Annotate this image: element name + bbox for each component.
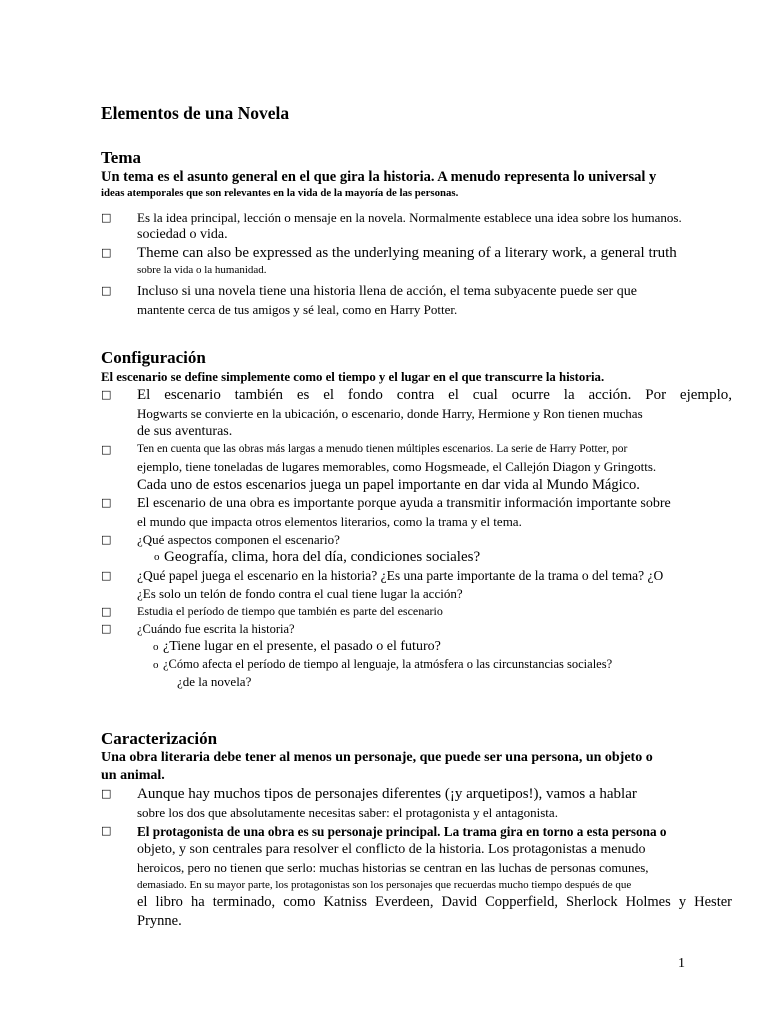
bullet-item	[101, 386, 732, 441]
bullet-text: el libro ha terminado, como Katniss Everdeen, David Copperfield, Sherlock Holmes y Hester	[137, 894, 732, 910]
sub-bullet-text: Geografía, clima, hora del día, condiciones sociales?	[164, 549, 481, 565]
section-caracterizacion	[101, 729, 732, 931]
bullet-icon: □	[101, 569, 112, 582]
bullet-text: Incluso si una novela tiene una historia llena de acción, el tema subyacente puede ser que	[137, 284, 637, 299]
section-intro-cont: ideas atemporales que son relevantes en la vida de la mayoría de las personas.	[101, 187, 459, 199]
bullet-icon: □	[101, 605, 112, 618]
bullet-text: Ten en cuenta que las obras más largas a menudo tienen múltiples escenarios. La serie de Harry Potter, por	[137, 443, 628, 455]
bullet-item	[101, 567, 732, 603]
bullet-text: sobre la vida o la humanidad.	[137, 264, 267, 276]
sub-bullet-text: ¿Cómo afecta el período de tiempo al lenguaje, la atmósfera o las circunstancias sociales?	[163, 657, 613, 671]
section-heading: Caracterización	[101, 729, 218, 748]
sub-bullet-text-cont: ¿de la novela?	[177, 674, 252, 689]
bullet-text: El protagonista de una obra es su personaje principal. La trama gira en torno a esta persona o	[137, 824, 667, 839]
bullet-text: objeto, y son centrales para resolver el conflicto de la historia. Los protagonistas a menudo	[137, 842, 646, 857]
bullet-text: Cada uno de estos escenarios juega un papel importante en dar vida al Mundo Mágico.	[137, 477, 640, 493]
section-configuracion	[101, 348, 732, 691]
bullet-text: mantente cerca de tus amigos y sé leal, como en Harry Potter.	[137, 302, 458, 317]
bullet-text: Estudia el período de tiempo que también es parte del escenario	[137, 604, 443, 618]
section-intro: El escenario se define simplemente como el tiempo y el lugar en el que transcurre la historia.	[101, 370, 605, 384]
bullet-item	[101, 282, 732, 319]
bullet-icon: □	[101, 622, 112, 635]
bullet-text: sociedad o vida.	[137, 227, 228, 242]
sub-bullet-item	[137, 548, 732, 567]
sub-bullet-icon: o	[154, 551, 160, 563]
bullet-icon: □	[101, 211, 112, 224]
bullet-text: heroicos, pero no tienen que serlo: muchas historias se centran en las luchas de personas comunes,	[137, 860, 649, 875]
bullet-text: Theme can also be expressed as the underlying meaning of a literary work, a general truth	[137, 245, 677, 261]
section-heading: Configuración	[101, 348, 206, 367]
sub-bullet-text: ¿Tiene lugar en el presente, el pasado o el futuro?	[163, 639, 441, 654]
document-title: Elementos de una Novela	[101, 103, 290, 123]
bullet-text: ¿Qué papel juega el escenario en la historia? ¿Es una parte importante de la trama o del tema? ¿O	[137, 568, 664, 583]
bullet-icon: □	[101, 443, 112, 456]
bullet-text: Prynne.	[137, 913, 182, 929]
bullet-text: ejemplo, tiene toneladas de lugares memorables, como Hogsmeade, el Callejón Diagon y Gringotts.	[137, 459, 657, 474]
bullet-text: ¿Cuándo fue escrita la historia?	[137, 622, 295, 636]
sub-bullet-icon: o	[153, 641, 159, 653]
bullet-item	[101, 531, 732, 567]
bullet-text: El escenario también es el fondo contra el cual ocurre la acción. Por ejemplo,	[137, 387, 732, 403]
bullet-icon: □	[101, 824, 112, 837]
bullet-text: El escenario de una obra es importante porque ayuda a transmitir información importante sobre	[137, 496, 671, 511]
section-intro: Un tema es el asunto general en el que gira la historia. A menudo representa lo universal y	[101, 169, 657, 185]
bullet-text: Es la idea principal, lección o mensaje en la novela. Normalmente establece una idea sobre los humanos.	[137, 210, 682, 225]
bullet-icon: □	[101, 496, 112, 509]
bullet-text: sobre los dos que absolutamente necesitas saber: el protagonista y el antagonista.	[137, 805, 558, 820]
bullet-text: de sus aventuras.	[137, 424, 233, 439]
section-intro-cont: un animal.	[101, 768, 165, 783]
section-heading: Tema	[101, 148, 141, 167]
bullet-text: demasiado. En su mayor parte, los protagonistas son los personajes que recuerdas mucho tiempo después de que	[137, 879, 632, 891]
section-tema	[101, 148, 732, 319]
page-number: 1	[678, 956, 685, 971]
bullet-item	[101, 785, 732, 822]
section-intro: Una obra literaria debe tener al menos un personaje, que puede ser una persona, un objeto o	[101, 750, 653, 765]
bullet-item	[101, 209, 732, 244]
bullet-item	[101, 441, 732, 494]
sub-bullet-item	[137, 638, 732, 656]
bullet-text: Aunque hay muchos tipos de personajes diferentes (¡y arquetipos!), vamos a hablar	[137, 786, 637, 802]
bullet-item	[101, 620, 732, 691]
sub-bullet-icon: o	[153, 659, 159, 671]
sub-bullet-item	[137, 656, 732, 673]
bullet-text: Hogwarts se convierte en la ubicación, o escenario, donde Harry, Hermione y Ron tienen muchas	[137, 406, 643, 421]
bullet-item	[101, 244, 732, 278]
bullet-icon: □	[101, 284, 112, 297]
bullet-item	[101, 603, 732, 620]
bullet-item	[101, 822, 732, 931]
bullet-text: el mundo que impacta otros elementos literarios, como la trama y el tema.	[137, 514, 522, 529]
bullet-icon: □	[101, 388, 112, 401]
bullet-icon: □	[101, 246, 112, 259]
bullet-text: ¿Es solo un telón de fondo contra el cual tiene lugar la acción?	[137, 586, 463, 601]
bullet-text: ¿Qué aspectos componen el escenario?	[137, 532, 340, 547]
bullet-item	[101, 494, 732, 531]
bullet-icon: □	[101, 787, 112, 800]
bullet-icon: □	[101, 533, 112, 546]
